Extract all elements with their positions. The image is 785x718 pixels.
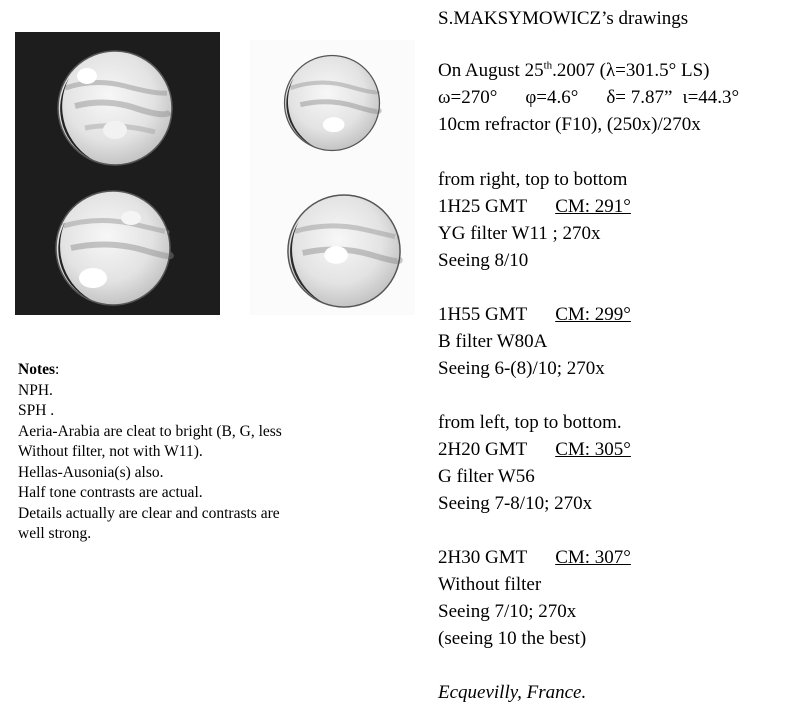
obs1-seeing: Seeing 8/10 [438, 250, 529, 271]
notes-heading: Notes: [18, 361, 60, 378]
right-set-heading: from right, top to bottom [438, 169, 628, 190]
obs1-filter: YG filter W11 ; 270x [438, 223, 601, 244]
mars-drawing-bottom-right [285, 192, 403, 310]
page-title: S.MAKSYMOWICZ’s drawings [438, 8, 689, 29]
obs3-seeing: Seeing 7-8/10; 270x [438, 493, 593, 514]
notes-line: Aeria-Arabia are cleat to bright (B, G, less [18, 422, 282, 440]
notes-line: Without filter, not with W11). [18, 443, 203, 460]
mars-drawing-top-right [282, 53, 382, 153]
right-set-block [438, 166, 631, 706]
date-line: On August 25th.2007 (λ=301.5° LS) [438, 59, 710, 81]
notes-line: well strong. [18, 525, 92, 542]
obs1-time-line: 1H25 GMT CM: 291° [438, 196, 631, 217]
params-line: ω=270° φ=4.6° δ= 7.87” ι=44.3° [438, 87, 740, 108]
notes-line: NPH. [18, 381, 53, 399]
notes-line: Details actually are clear and contrasts are [18, 504, 280, 522]
mars-drawing-top-left [55, 48, 175, 168]
notes-line: Hellas-Ausonia(s) also. [18, 463, 164, 481]
obs4-filter: Without filter [438, 574, 542, 595]
observation-header [438, 57, 739, 138]
obs2-seeing: Seeing 6-(8)/10; 270x [438, 358, 605, 379]
obs3-time-line: 2H20 GMT CM: 305° [438, 439, 631, 460]
obs4-note: (seeing 10 the best) [438, 628, 587, 649]
left-set-heading: from left, top to bottom. [438, 412, 622, 433]
obs3-filter: G filter W56 [438, 466, 535, 487]
obs2-filter: B filter W80A [438, 331, 548, 352]
notes-line: SPH . [18, 402, 55, 419]
notes-line: Half tone contrasts are actual. [18, 484, 203, 501]
instrument-line: 10cm refractor (F10), (250x)/270x [438, 114, 701, 135]
obs4-seeing: Seeing 7/10; 270x [438, 601, 577, 622]
obs4-time-line: 2H30 GMT CM: 307° [438, 547, 631, 568]
obs2-time-line: 1H55 GMT CM: 299° [438, 304, 631, 325]
location: Ecquevilly, France. [438, 682, 587, 703]
mars-drawing-bottom-left [53, 188, 173, 308]
notes-block [18, 360, 388, 545]
